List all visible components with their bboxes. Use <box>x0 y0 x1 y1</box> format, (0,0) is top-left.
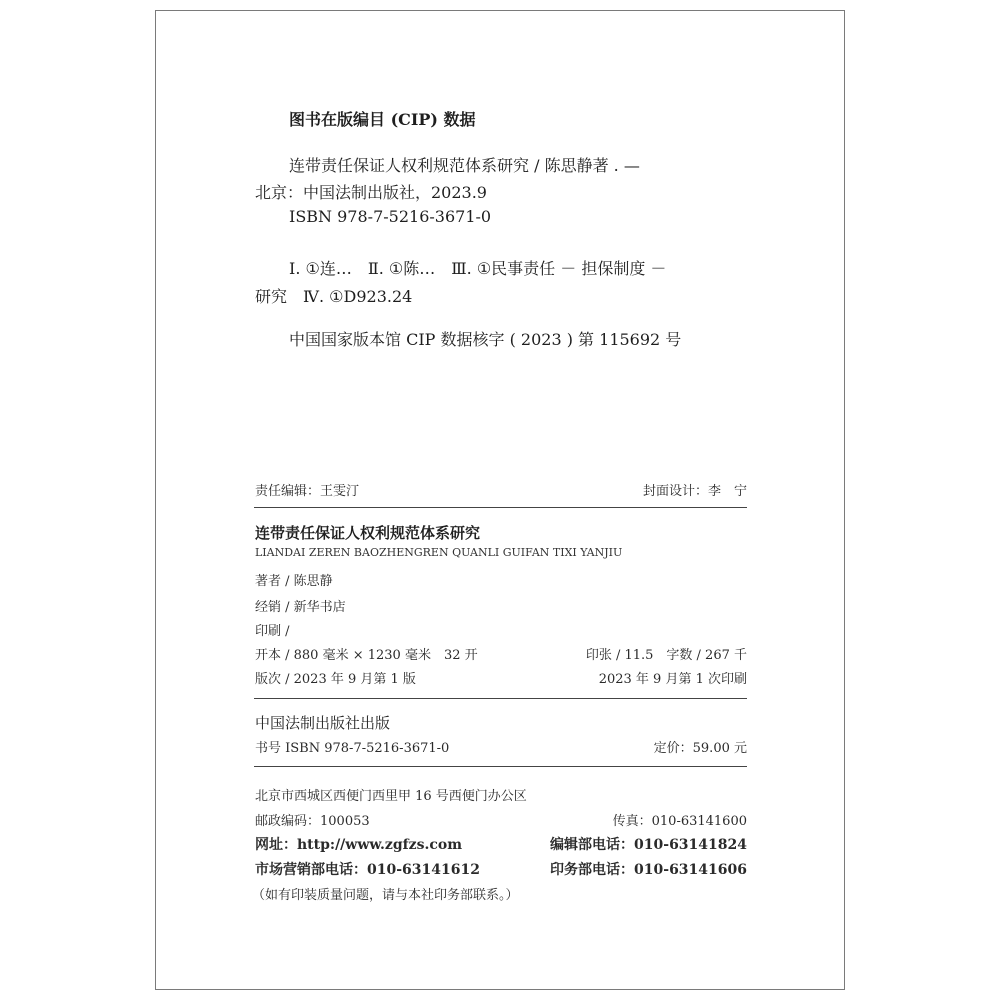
cip-isbn-line: ISBN 978-7-5216-3671-0 <box>289 207 492 226</box>
book-printing: 2023 年 9 月第 1 次印刷 <box>598 672 747 687</box>
marketing-phone: 市场营销部电话：010-63141612 <box>255 862 480 878</box>
book-format: 开本 / 880 毫米 × 1230 毫米 32 开 <box>255 648 478 663</box>
cip-publisher-line: 北京：中国法制出版社，2023.9 <box>255 183 487 202</box>
cip-title-line: 连带责任保证人权利规范体系研究 / 陈思静著 . — <box>289 156 640 175</box>
quality-notice: （如有印装质量问题，请与本社印务部联系。） <box>252 888 519 903</box>
book-distributor: 经销 / 新华书店 <box>255 600 346 615</box>
book-printer: 印刷 / <box>255 624 290 639</box>
book-title-cn: 连带责任保证人权利规范体系研究 <box>255 524 481 542</box>
book-author: 著者 / 陈思静 <box>255 574 333 589</box>
cover-designer: 封面设计：李 宁 <box>642 484 747 499</box>
cip-heading: 图书在版编目 (CIP) 数据 <box>289 110 476 129</box>
divider <box>254 766 747 767</box>
publisher-website: 网址：http://www.zgfzs.com <box>255 837 463 853</box>
printing-phone: 印务部电话：010-63141606 <box>550 862 747 878</box>
divider <box>254 507 747 508</box>
cip-class-line2: 研究 Ⅳ. ①D923.24 <box>255 287 413 306</box>
divider <box>254 698 747 699</box>
book-edition: 版次 / 2023 年 9 月第 1 版 <box>255 672 416 687</box>
publisher-address: 北京市西城区西便门西里甲 16 号西便门办公区 <box>255 789 527 804</box>
cip-class-line1: Ⅰ. ①连… Ⅱ. ①陈… Ⅲ. ①民事责任 － 担保制度 － <box>289 259 667 278</box>
responsible-editor: 责任编辑：王雯汀 <box>255 484 360 499</box>
book-sheets-words: 印张 / 11.5 字数 / 267 千 <box>585 648 747 663</box>
book-title-pinyin: LIANDAI ZEREN BAOZHENGREN QUANLI GUIFAN TIXI YANJIU <box>255 546 623 559</box>
book-price: 定价：59.00 元 <box>653 741 747 756</box>
cip-record-line: 中国国家版本馆 CIP 数据核字 ( 2023 ) 第 115692 号 <box>289 330 682 349</box>
editorial-phone: 编辑部电话：010-63141824 <box>550 837 747 853</box>
publisher-fax: 传真：010-63141600 <box>612 814 747 829</box>
publisher-name: 中国法制出版社出版 <box>255 714 391 732</box>
publisher-postcode: 邮政编码：100053 <box>255 814 370 829</box>
publisher-isbn: 书号 ISBN 978-7-5216-3671-0 <box>255 741 450 756</box>
